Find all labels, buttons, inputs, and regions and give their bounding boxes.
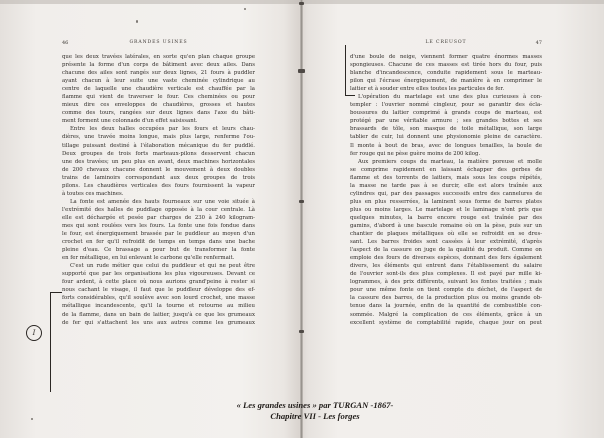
- text-line: la cassure des barres, de la production plus ou moins grande ob-: [350, 295, 542, 302]
- text-line: protégé par une véritable armure ; ses grandes bottes et ses: [350, 118, 542, 125]
- left-margin-bracket: [50, 292, 62, 392]
- caption-title: « Les grandes usines » par TURGAN -1867-: [236, 400, 394, 410]
- text-line: divers, les éléments qui entrent dans l'établissement du salaire: [350, 263, 542, 270]
- book-spine: [300, 0, 303, 438]
- text-line: four ardent, à cette place où nous aurions grand'peine à rester si: [62, 279, 255, 286]
- margin-circle-marker: I: [26, 325, 42, 341]
- text-line: pilon qui l'écrase énergiquement, de manière à en comprimer le: [350, 78, 542, 85]
- right-running-head: [350, 40, 542, 50]
- left-running-title: GRANDES USINES: [129, 40, 188, 45]
- text-line: L'opération du martelage est une des plus curieuses à con-: [358, 94, 542, 101]
- text-line: de l'ouvrier sont-ils des plus complexes. Il est payé par mille ki-: [350, 271, 542, 278]
- text-line: supporté que par les organisations les plus vigoureuses. Devant ce: [62, 271, 255, 278]
- text-line: gamins, d'abord à une bascule romaine où on la pèse, puis sur un: [350, 222, 542, 229]
- text-line: flamme et des torrents de laitiers, mais sous les coups répétés,: [350, 174, 542, 181]
- text-line: fer rouge qui ne pèse guère moins de 200 kilog.: [350, 150, 481, 157]
- text-line: pour une même fonte on tient compte du déchet, de l'aspect de: [350, 287, 542, 294]
- text-line: en fer métallique, en lui enlevant le carbone qu'elle renfermait.: [62, 255, 235, 262]
- text-line: tenue dans la journée, enfin de la quantité de combustible con-: [350, 303, 542, 310]
- text-line: que les deux travées latérales, en sorte qu'en plan chaque groupe: [62, 54, 255, 60]
- text-line: La fonte est amenée des hauts fourneaux sur une voie située à: [70, 198, 255, 205]
- text-line: l'aspect de la cassure on juge de la qualité du produit. Comme on: [350, 247, 542, 254]
- text-line: pleine d'eau. Ce brassage a pour but de transformer la fonte: [62, 247, 255, 254]
- text-line: la masse ne tarde pas à se durcir, elle est alors traînée aux: [350, 182, 542, 189]
- image-caption: [180, 400, 450, 422]
- text-line: Aux premiers coups du marteau, la matière poreuse et molle: [358, 158, 542, 165]
- left-page-text: [62, 53, 255, 327]
- text-line: Il monte à bout de bras, avec de longues tenailles, la boule de: [350, 142, 542, 149]
- text-line: à toutes ces machines.: [62, 190, 124, 197]
- text-line: d'une boule de neige, viennent former quatre énormes masses: [350, 54, 542, 60]
- text-line: l'extrémité des halles de puddlage opposée à la cour centrale. Là: [62, 206, 255, 213]
- paper-speck: [136, 20, 138, 23]
- text-line: une des travées; un peu plus en avant, deux machines horizontales: [62, 158, 255, 165]
- text-line: emploie des fours de diverses espèces, donnant des fers également: [350, 255, 542, 262]
- text-line: chacune des ailes sont rangés sur deux lignes, 21 fours à puddler: [62, 70, 255, 77]
- text-line: se comprime rapidement en laissant échapper des gerbes de: [350, 166, 542, 173]
- text-line: de la flamme, dans un bain de laitier, jusqu'à ce que les grumeaux: [62, 311, 255, 318]
- left-page-number: 46: [62, 40, 69, 46]
- text-line: brassards de tôle, son masque de toile métallique, son large: [350, 126, 542, 133]
- text-line: Deux groupes de trois forts marteaux-pilons desservent chacun: [62, 150, 255, 157]
- spine-binding-mark: [298, 69, 305, 73]
- text-line: Entre les deux halles occupées par les fours et leurs chau-: [70, 126, 255, 133]
- text-line: quelques minutes, la barre encore rouge est traînée par des: [350, 214, 542, 221]
- text-line: métallique incandescente, qu'il la tourne et retourne au milieu: [62, 303, 255, 310]
- text-line: spongieuses. Chacune de ces masses est tirée hors du four, puis: [350, 62, 542, 69]
- text-line: cylindres qui, par des passages successifs entre des cannelures de: [350, 190, 542, 197]
- caption-chapter: Chapitre VII - Les forges: [270, 411, 360, 421]
- text-line: comme des tours, rangées sur deux lignes dans l'axe du bâti-: [62, 110, 255, 117]
- text-line: de 200 chevaux chacune donnent le mouvement à deux doubles: [62, 166, 255, 173]
- text-line: ayant chacun à leur suite une vaste cheminée cylindrique au: [62, 78, 255, 85]
- text-line: forts considérables, qu'il soulève avec son lourd crochet, une masse: [62, 295, 255, 302]
- text-line: pilons. Les chaudières verticales des fours fournissent la vapeur: [62, 182, 255, 189]
- text-line: logrammes, à des prix différents, suivant les fontes traitées ; mais: [350, 279, 542, 286]
- text-line: flamme qui vient de traverser le four. Ces cheminées ou pour: [62, 94, 255, 101]
- text-line: plus en plus resserrées, la laminent sous forme de barres plates: [350, 198, 542, 205]
- text-line: centre de laquelle une chaudière verticale est chauffée par la: [62, 86, 255, 93]
- text-line: templer : l'ouvrier nommé cingleur, pour se garantir des écla-: [350, 102, 542, 109]
- spine-binding-mark: [299, 2, 304, 5]
- text-line: dières, une travée moins longue, mais plus large, renferme l'ou-: [62, 134, 255, 141]
- right-margin-bracket: [345, 45, 355, 96]
- text-line: laitier et à souder entre elles toutes les particules de fer.: [350, 86, 505, 93]
- right-page-text: [350, 53, 542, 327]
- text-line: plus ou moins larges. Le martelage et le laminage n'ont pris que: [350, 206, 542, 213]
- text-line: ment forment une colonnade d'un effet saisissant.: [62, 118, 198, 125]
- paper-speck: [244, 8, 246, 10]
- text-line: sommée. Malgré la complication de ces éléments, grâce à un: [350, 311, 542, 318]
- text-line: nous cachant le visage, il faut que le puddleur développe des ef-: [62, 287, 255, 294]
- text-line: trains de laminoirs correspondant aux deux groupes de trois: [62, 174, 255, 181]
- text-line: boussures du laitier comprimé à grands coups de marteau, est: [350, 110, 542, 117]
- left-running-head: [62, 40, 255, 50]
- text-line: chantier de plaques métalliques où elle se refroidit en se dres-: [350, 231, 542, 238]
- text-line: tillage puissant destiné à l'élaboration mécanique du fer puddlé.: [62, 142, 255, 149]
- text-line: tablier de cuir, lui donnent une physionomie pleine de caractère.: [350, 134, 542, 141]
- right-running-title: LE CREUSOT: [425, 40, 467, 45]
- text-line: mes qui sont roulées vers les fours. La fonte une fois fondue dans: [62, 222, 255, 229]
- spine-binding-mark: [299, 330, 304, 333]
- spine-binding-mark: [299, 200, 304, 203]
- text-line: sant. Les barres froides sont cassées à leur extrémité, d'après: [350, 239, 542, 246]
- paper-speck: [31, 418, 33, 420]
- right-page-number: 47: [535, 40, 542, 46]
- text-line: excellent système de comptabilité rapide, chaque jour on peut: [350, 319, 542, 326]
- text-line: C'est un rude métier que celui du puddleur et qui ne peut être: [70, 263, 255, 270]
- left-page: [62, 40, 255, 327]
- text-line: de fer qui s'attachent les uns aux autres comme les grumeaux: [62, 319, 255, 326]
- text-line: crochet en fer qu'il refroidit de temps en temps dans une bache: [62, 239, 255, 246]
- text-line: le four, est énergiquement brassée par le puddleur au moyen d'un: [62, 231, 255, 238]
- right-page: [350, 40, 542, 327]
- text-line: elle est déchargée et pesée par charges de 230 à 240 kilogram-: [62, 214, 255, 221]
- text-line: mieux dire ces enveloppes de chaudières, grosses et hautes: [62, 102, 255, 109]
- text-line: présente la forme d'un corps de bâtiment avec deux ailes. Dans: [62, 62, 255, 69]
- text-line: blanche d'incandescence, conduite rapidement sous le marteau-: [350, 70, 542, 77]
